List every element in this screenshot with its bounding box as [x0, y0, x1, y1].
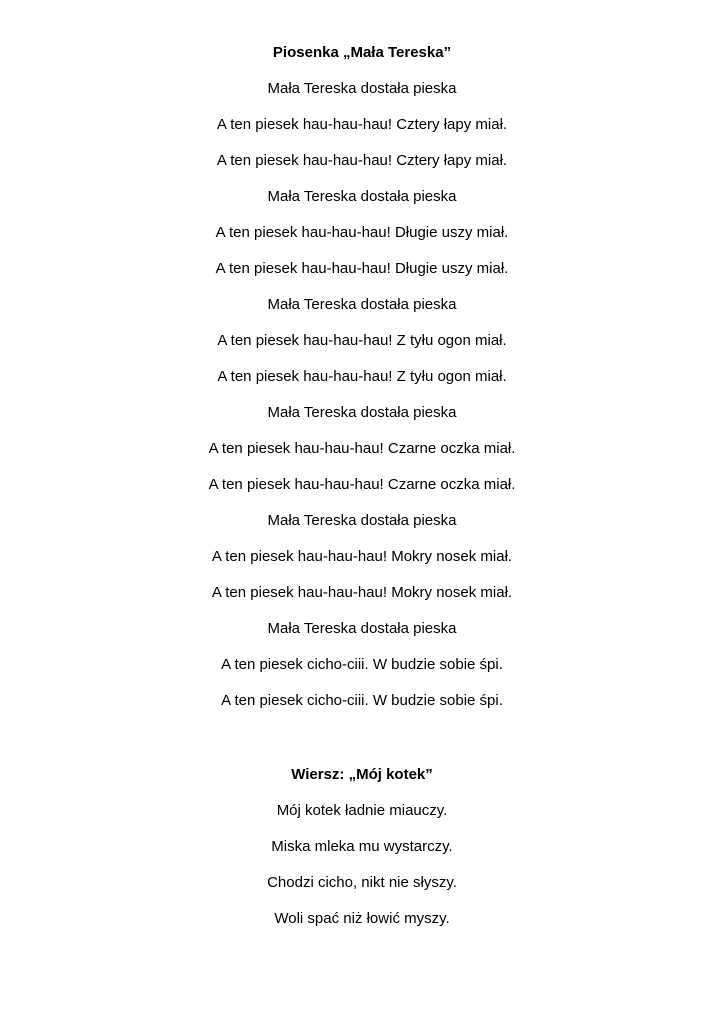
song-line: A ten piesek hau-hau-hau! Czarne oczka miał.	[208, 476, 516, 493]
song-line: Mała Tereska dostała pieska	[267, 620, 457, 637]
song-line: Mała Tereska dostała pieska	[267, 404, 457, 421]
song-line: A ten piesek hau-hau-hau! Mokry nosek miał.	[211, 548, 513, 565]
song-line: Mała Tereska dostała pieska	[267, 512, 457, 529]
song-line: A ten piesek hau-hau-hau! Mokry nosek miał.	[211, 584, 513, 601]
song-line: A ten piesek hau-hau-hau! Długie uszy miał.	[215, 260, 509, 277]
poem-line: Chodzi cicho, nikt nie słyszy.	[267, 874, 457, 891]
song-line: A ten piesek hau-hau-hau! Cztery łapy miał.	[216, 116, 508, 133]
poem-section	[0, 764, 724, 944]
poem-title: Wiersz: „Mój kotek”	[291, 766, 433, 783]
song-line: A ten piesek hau-hau-hau! Czarne oczka miał.	[208, 440, 516, 457]
poem-line: Mój kotek ładnie miauczy.	[276, 802, 448, 819]
poem-line: Miska mleka mu wystarczy.	[271, 838, 453, 855]
song-line: A ten piesek hau-hau-hau! Z tyłu ogon miał.	[217, 332, 507, 349]
poem-line: Woli spać niż łowić myszy.	[274, 910, 450, 927]
song-line: Mała Tereska dostała pieska	[267, 188, 457, 205]
song-line: A ten piesek cicho-ciii. W budzie sobie śpi.	[221, 656, 503, 673]
song-line: A ten piesek hau-hau-hau! Długie uszy miał.	[215, 224, 509, 241]
song-line: Mała Tereska dostała pieska	[267, 296, 457, 313]
song-line: A ten piesek cicho-ciii. W budzie sobie śpi.	[221, 692, 503, 709]
song-line: Mała Tereska dostała pieska	[267, 80, 457, 97]
song-title: Piosenka „Mała Tereska”	[272, 44, 452, 61]
song-line: A ten piesek hau-hau-hau! Cztery łapy miał.	[216, 152, 508, 169]
song-line: A ten piesek hau-hau-hau! Z tyłu ogon miał.	[217, 368, 507, 385]
song-section	[0, 42, 724, 726]
